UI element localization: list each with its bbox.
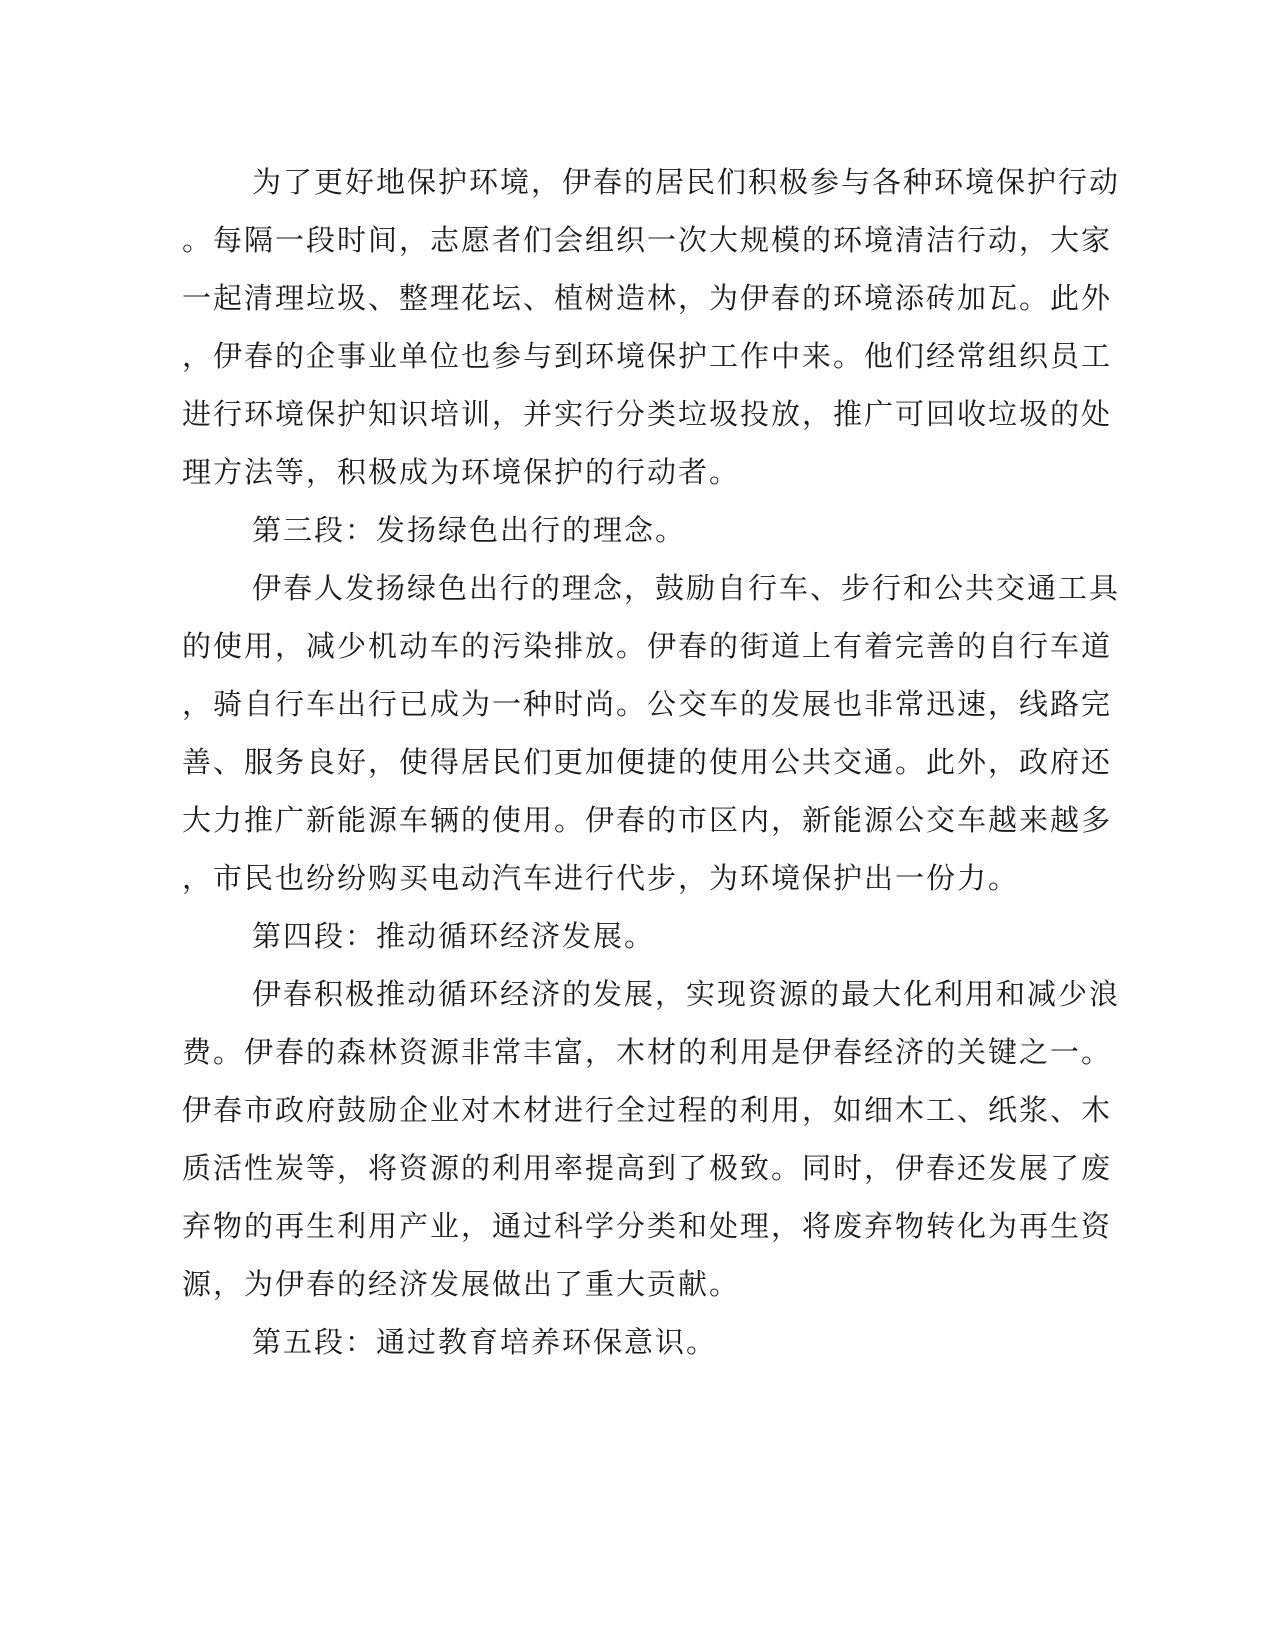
paragraph-line: 进行环境保护知识培训，并实行分类垃圾投放，推广可回收垃圾的处 bbox=[182, 397, 1113, 431]
paragraph-line: 的使用，减少机动车的污染排放。伊春的街道上有着完善的自行车道 bbox=[182, 629, 1113, 663]
paragraph-line: ，骑自行车出行已成为一种时尚。公交车的发展也非常迅速，线路完 bbox=[182, 687, 1113, 721]
paragraph-line: 费。伊春的森林资源非常丰富，木材的利用是伊春经济的关键之一。 bbox=[182, 1035, 1113, 1069]
section-heading: 第五段：通过教育培养环保意识。 bbox=[252, 1325, 718, 1359]
paragraph-line: 伊春积极推动循环经济的发展，实现资源的最大化利用和减少浪 bbox=[252, 977, 1121, 1011]
paragraph-line: 伊春市政府鼓励企业对木材进行全过程的利用，如细木工、纸浆、木 bbox=[182, 1093, 1113, 1127]
section-heading: 第三段：发扬绿色出行的理念。 bbox=[252, 513, 687, 547]
paragraph-line: 弃物的再生利用产业，通过科学分类和处理，将废弃物转化为再生资 bbox=[182, 1209, 1113, 1243]
paragraph-line: 质活性炭等，将资源的利用率提高到了极致。同时，伊春还发展了废 bbox=[182, 1151, 1113, 1185]
section-heading: 第四段：推动循环经济发展。 bbox=[252, 919, 656, 953]
paragraph-line: 。每隔一段时间，志愿者们会组织一次大规模的环境清洁行动，大家 bbox=[182, 223, 1113, 257]
paragraph-line: 善、服务良好，使得居民们更加便捷的使用公共交通。此外，政府还 bbox=[182, 745, 1113, 779]
paragraph-line: 伊春人发扬绿色出行的理念，鼓励自行车、步行和公共交通工具 bbox=[252, 571, 1121, 605]
paragraph-line: ，市民也纷纷购买电动汽车进行代步，为环境保护出一份力。 bbox=[182, 861, 1020, 895]
paragraph-line: 为了更好地保护环境，伊春的居民们积极参与各种环境保护行动 bbox=[252, 165, 1121, 199]
paragraph-line: 理方法等，积极成为环境保护的行动者。 bbox=[182, 455, 741, 489]
paragraph-line: 一起清理垃圾、整理花坛、植树造林，为伊春的环境添砖加瓦。此外 bbox=[182, 281, 1113, 315]
paragraph-line: 源，为伊春的经济发展做出了重大贡献。 bbox=[182, 1267, 741, 1301]
paragraph-line: 大力推广新能源车辆的使用。伊春的市区内，新能源公交车越来越多 bbox=[182, 803, 1113, 837]
body-text bbox=[182, 153, 1121, 1371]
paragraph-line: ，伊春的企事业单位也参与到环境保护工作中来。他们经常组织员工 bbox=[182, 339, 1113, 373]
